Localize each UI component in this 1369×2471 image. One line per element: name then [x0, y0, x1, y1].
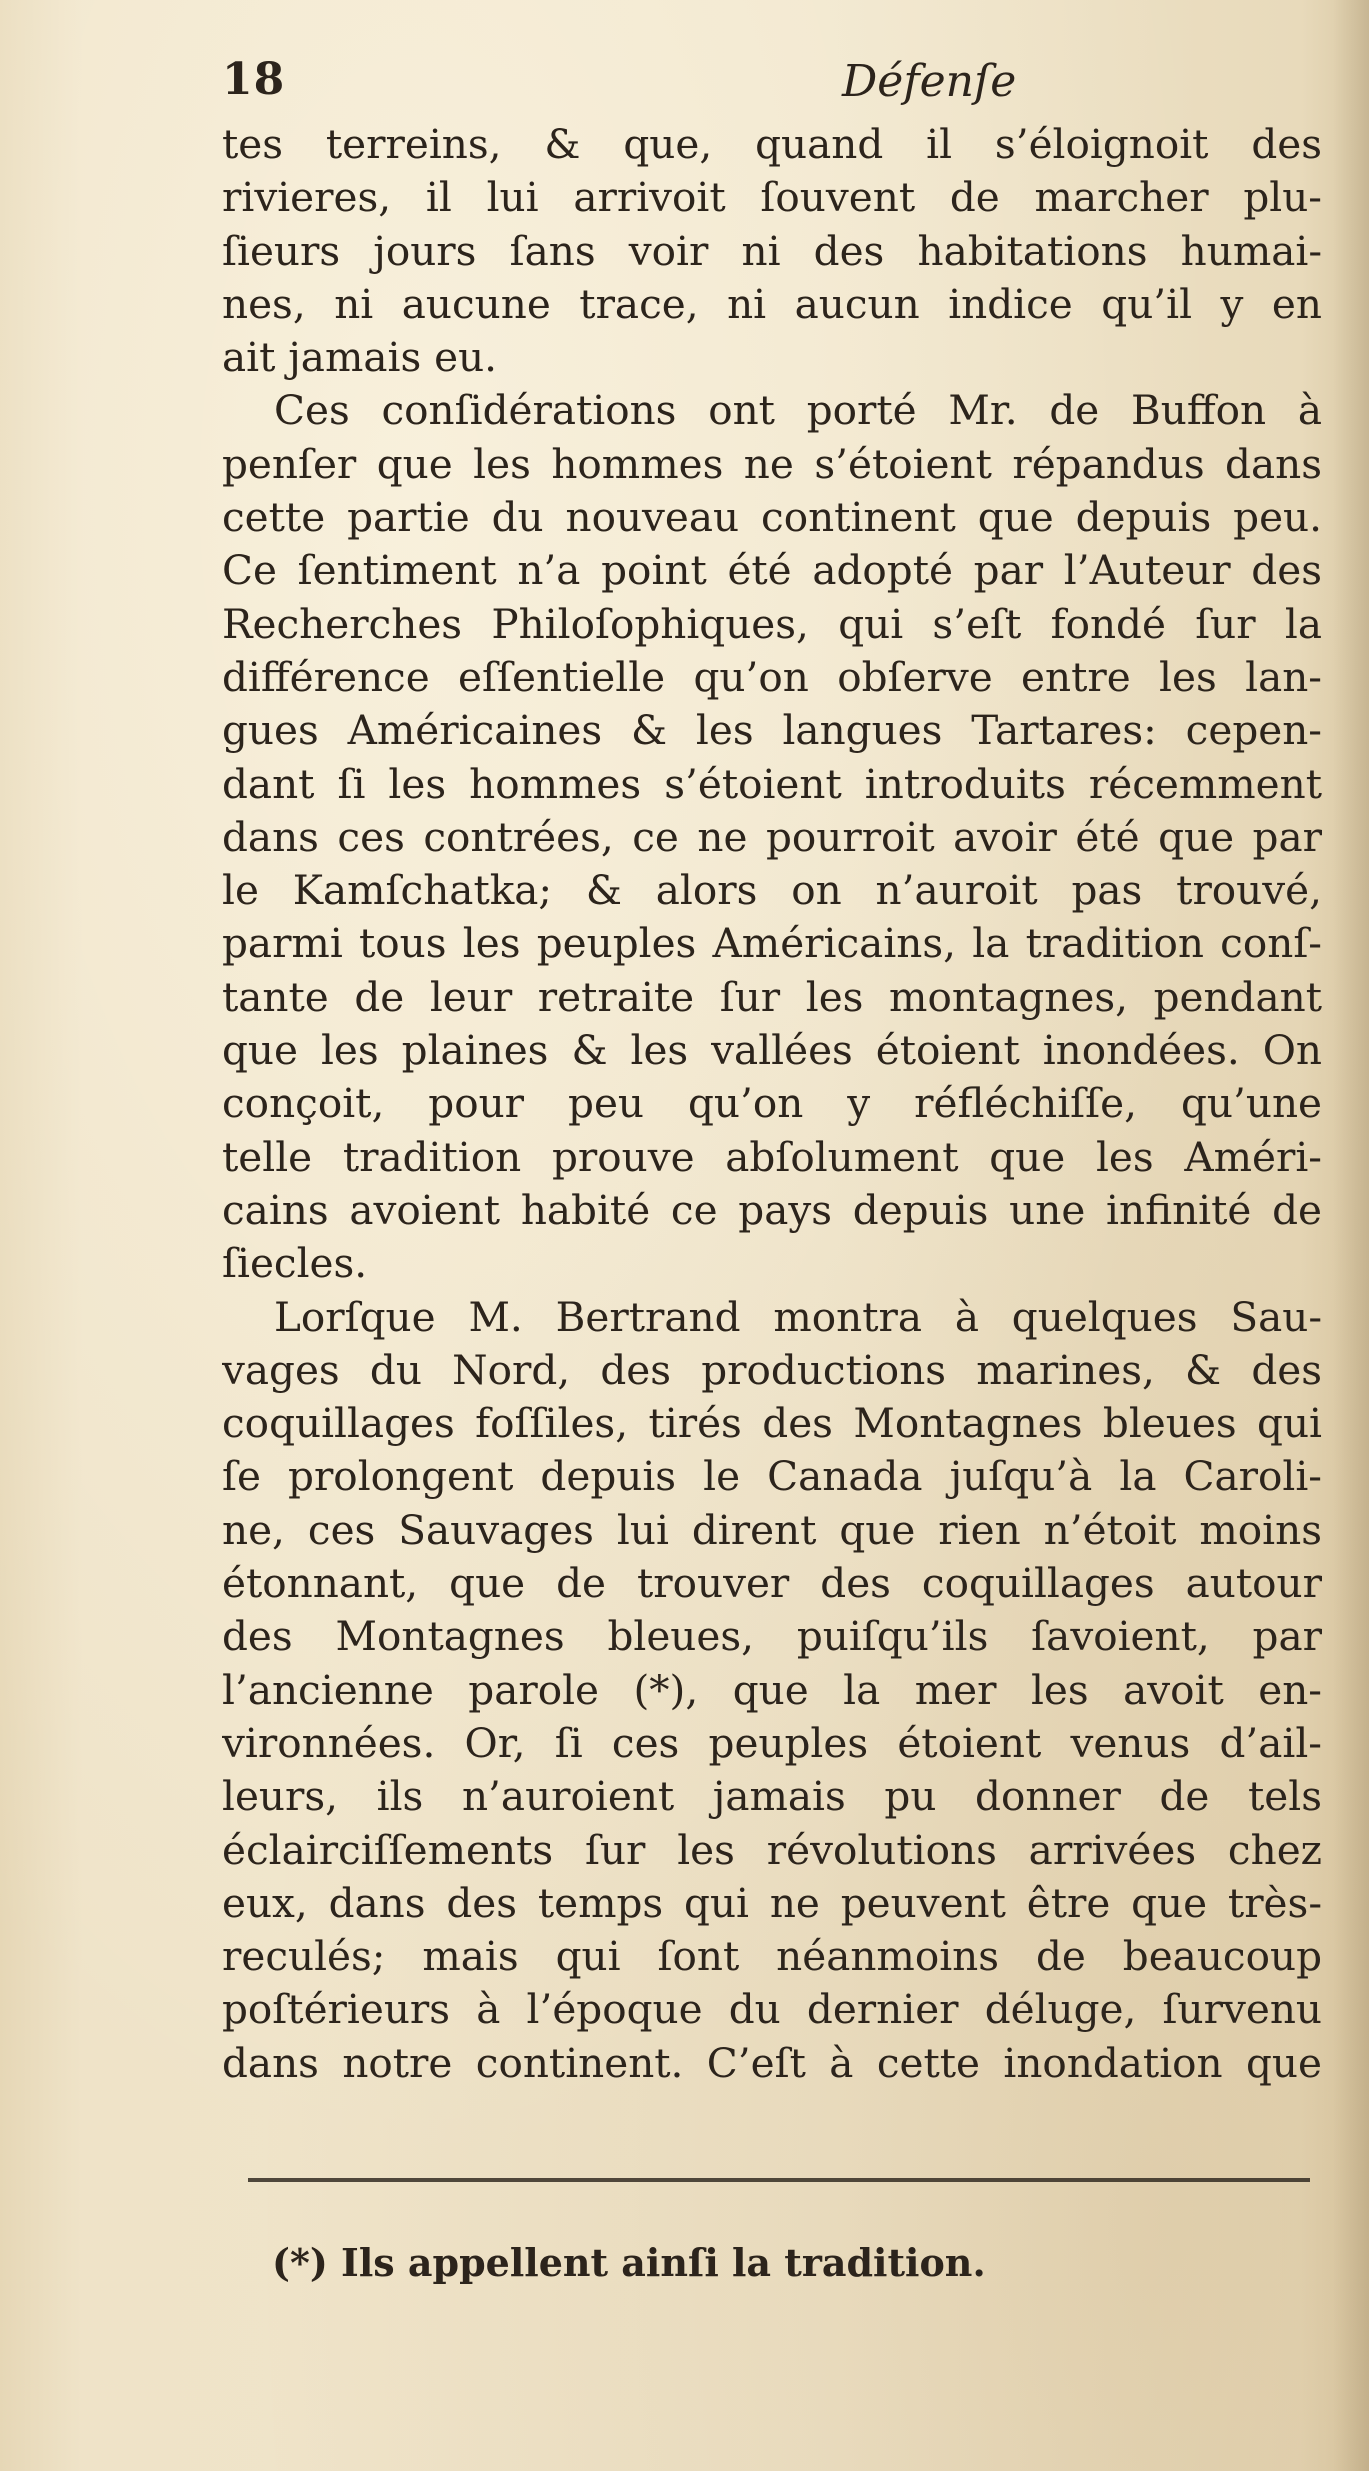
text-line: ne, ces Sauvages lui dirent que rien n’étoit moins — [222, 1505, 1322, 1554]
text-line: reculés; mais qui ſont néanmoins de beaucoup — [222, 1932, 1322, 1981]
running-title: Défenſe — [842, 56, 1017, 107]
text-line: leurs, ils n’auroient jamais pu donner de tels — [222, 1772, 1322, 1821]
text-line: Recherches Philoſophiques, qui s’eſt fondé ſur la — [222, 599, 1322, 648]
text-line: Ces conſidérations ont porté Mr. de Buffon à — [274, 386, 1322, 435]
text-line: ſe prolongent depuis le Canada juſqu’à la Caroli- — [222, 1452, 1322, 1501]
text-line: rivieres, il lui arrivoit ſouvent de marcher plu- — [222, 173, 1322, 222]
text-line: tes terreins, & que, quand il s’éloignoit des — [222, 120, 1322, 168]
text-line: des Montagnes bleues, puiſqu’ils ſavoient, par — [222, 1612, 1322, 1661]
text-line: dans notre continent. C’eſt à cette inondation que — [222, 2038, 1322, 2087]
body-text — [222, 118, 1322, 2090]
text-line: que les plaines & les vallées étoient inondées. On — [222, 1026, 1322, 1075]
text-line: coquillages foſſiles, tirés des Montagnes bleues qui — [222, 1399, 1322, 1448]
text-line: ſieurs jours ſans voir ni des habitations humai- — [222, 226, 1322, 275]
page-number: 18 — [222, 54, 286, 105]
text-line: étonnant, que de trouver des coquillages autour — [222, 1559, 1322, 1608]
text-line: penſer que les hommes ne s’étoient répandus dans — [222, 439, 1322, 488]
text-line: nes, ni aucune trace, ni aucun indice qu’il y en — [222, 279, 1322, 328]
footnote: (*) Ils appellent ainſi la tradition. — [272, 2240, 986, 2285]
footnote-rule — [248, 2178, 1310, 2182]
text-line: gues Américaines & les langues Tartares: cepen- — [222, 706, 1322, 755]
text-line: parmi tous les peuples Américains, la tradition conſ- — [222, 919, 1322, 968]
text-line: l’ancienne parole (*), que la mer les avoit en- — [222, 1665, 1322, 1714]
text-line: dans ces contrées, ce ne pourroit avoir été que par — [222, 812, 1322, 861]
text-line: différence eſſentielle qu’on obſerve entre les lan- — [222, 652, 1322, 701]
text-line: vages du Nord, des productions marines, & des — [222, 1345, 1322, 1394]
text-line: Lorſque M. Bertrand montra à quelques Sau- — [274, 1292, 1322, 1341]
text-line: le Kamſchatka; & alors on n’auroit pas trouvé, — [222, 866, 1322, 915]
text-line: eux, dans des temps qui ne peuvent être que très- — [222, 1878, 1322, 1927]
text-line: éclairciſſements ſur les révolutions arrivées chez — [222, 1825, 1322, 1874]
text-line: telle tradition prouve abſolument que les Améri- — [222, 1132, 1322, 1181]
page-edge-shadow — [1333, 0, 1369, 2471]
running-head — [222, 54, 1322, 124]
text-line: dant ſi les hommes s’étoient introduits récemment — [222, 759, 1322, 808]
text-line: vironnées. Or, ſi ces peuples étoient venus d’ail- — [222, 1718, 1322, 1767]
text-line: ſiecles. — [222, 1239, 368, 1288]
text-line: ait jamais eu. — [222, 333, 498, 382]
text-line: cette partie du nouveau continent que depuis peu. — [222, 493, 1322, 542]
text-line: Ce ſentiment n’a point été adopté par l’Auteur des — [222, 546, 1322, 595]
text-line: poſtérieurs à l’époque du dernier déluge, ſurvenu — [222, 1985, 1322, 2034]
text-line: cains avoient habité ce pays depuis une infinité de — [222, 1185, 1322, 1234]
text-line: tante de leur retraite ſur les montagnes, pendant — [222, 972, 1322, 1021]
text-line: conçoit, pour peu qu’on y réfléchiſſe, qu’une — [222, 1079, 1322, 1128]
